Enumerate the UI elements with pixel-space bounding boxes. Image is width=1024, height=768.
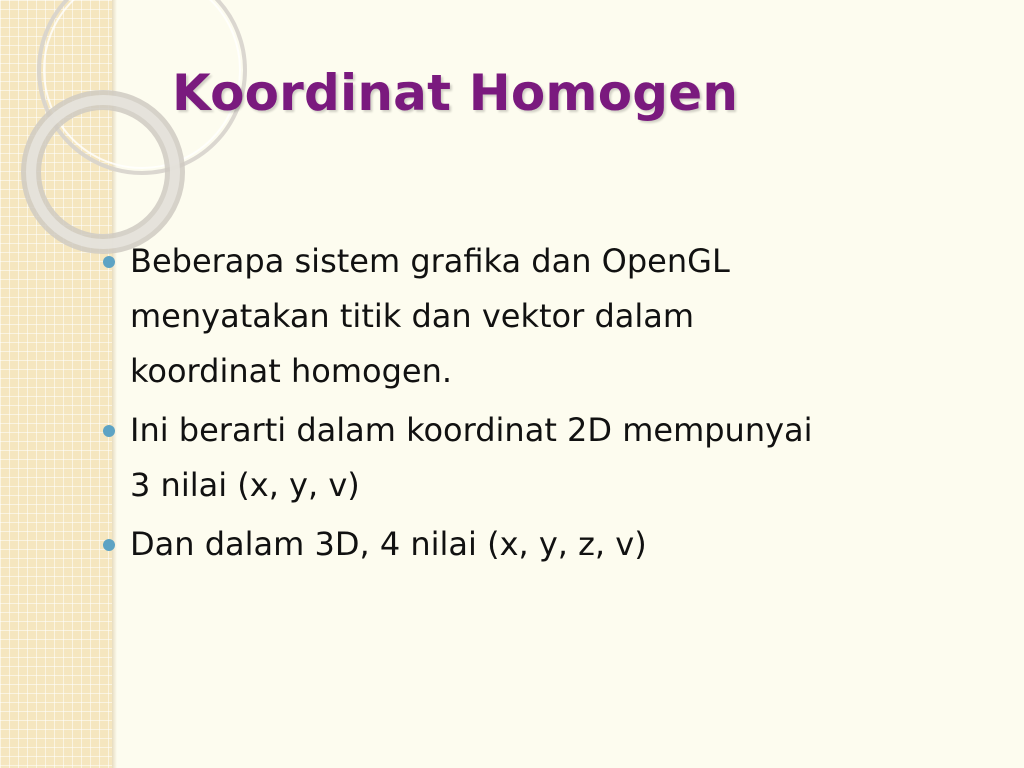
bullet-dot-icon <box>103 425 115 437</box>
bullet-item <box>100 403 980 513</box>
bullet-item <box>100 234 980 399</box>
slide-title: Koordinat Homogen <box>172 64 739 122</box>
bullet-list <box>100 234 980 576</box>
bullet-dot-icon <box>103 539 115 551</box>
bullet-line: menyatakan titik dan vektor dalam <box>130 297 695 335</box>
bullet-line: Dan dalam 3D, 4 nilai (x, y, z, v) <box>130 525 647 563</box>
bullet-item <box>100 517 980 572</box>
bullet-line: koordinat homogen. <box>130 352 453 390</box>
bullet-line: 3 nilai (x, y, v) <box>130 466 360 504</box>
bullet-line: Ini berarti dalam koordinat 2D mempunyai <box>130 411 813 449</box>
bullet-line: Beberapa sistem grafika dan OpenGL <box>130 242 730 280</box>
bullet-dot-icon <box>103 256 115 268</box>
